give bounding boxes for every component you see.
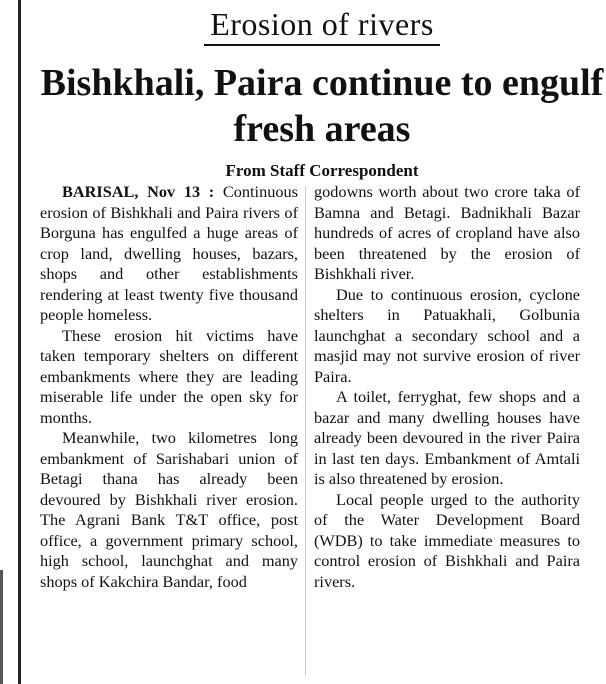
headline: Bishkhali, Paira continue to engulf fresh areas [40, 62, 604, 150]
column-left [40, 182, 298, 682]
article [38, 0, 606, 684]
paragraph-2: These erosion hit victims have taken temporary shelters on different embankments where they are leading miserable life under the open sky for months. [40, 325, 298, 427]
paragraph-6: Local people urged to the authority of the Water Development Board (WDB) to take immediate measures to control erosion of Bishkhali and Paira rivers. [314, 489, 580, 591]
paragraph-4: Due to continuous erosion, cyclone shelters in Patuakhali, Golbunia launchghat a secondary school and a masjid may not survive erosion of river Paira. [314, 284, 580, 386]
paragraph-5: A toilet, ferryghat, few shops and a bazar and many dwelling houses have already been devoured in the river Paira in last ten days. Embankment of Amtali is also threatened by erosion. [314, 387, 580, 488]
byline: From Staff Correspondent [225, 161, 419, 180]
paragraph-1 [40, 182, 298, 326]
paragraph-3: Meanwhile, two kilometres long embankment of Sarishabari union of Betagi thana has already been devoured by Bishkhali river erosion. The Agrani Bank T&T office, post office, a government primary school, high school, launchghat and many shops of Kakchira Bandar, food [40, 428, 298, 591]
column-gutter [305, 186, 306, 676]
paragraph-3-continued: godowns worth about two crore taka of Bamna and Betagi. Badnikhali Bazar hundreds of acres of cropland have also been threatened by the erosion of Bishkhali river. [314, 182, 580, 283]
dateline: BARISAL, Nov 13 : [62, 182, 215, 201]
column-rule [18, 0, 21, 684]
kicker-text: Erosion of rivers [204, 0, 440, 46]
paragraph-1-text: Continuous erosion of Bishkhali and Paira rivers of Borguna has engulfed a huge areas of crop land, dwelling houses, bazars, shops and other establishments rendering at least twenty five thousand people homeless. [40, 182, 298, 324]
kicker [38, 0, 606, 44]
adjacent-column-rule [0, 570, 3, 684]
column-right [314, 182, 580, 682]
